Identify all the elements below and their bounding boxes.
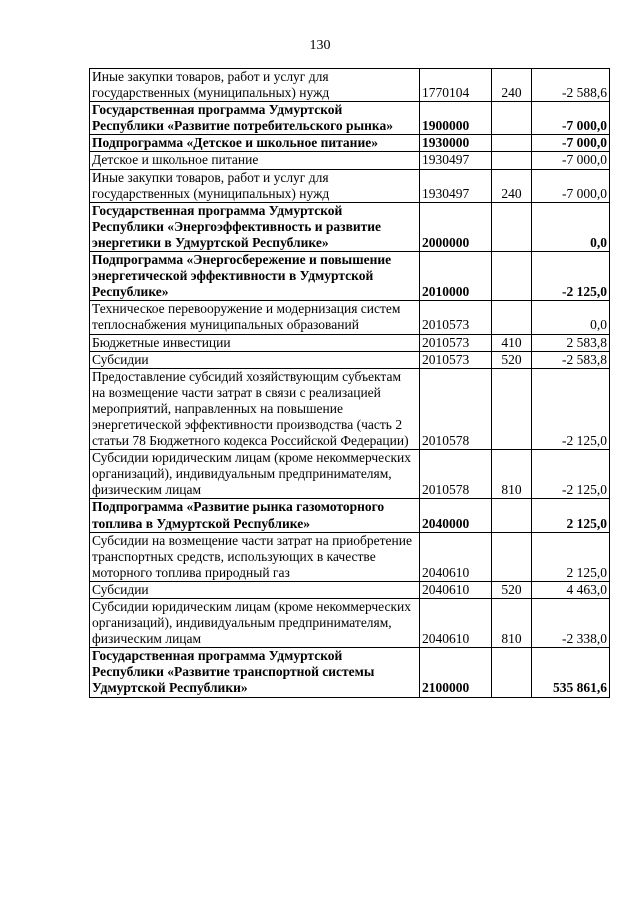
row-code-cell: 1930497 bbox=[420, 169, 492, 202]
row-code-cell: 2040610 bbox=[420, 532, 492, 581]
row-name-cell: Техническое перевооружение и модернизация систем теплоснабжения муниципальных образований bbox=[90, 301, 420, 334]
table-row bbox=[90, 135, 610, 152]
row-amount-cell: -2 125,0 bbox=[532, 252, 610, 301]
row-expense-type-cell bbox=[492, 252, 532, 301]
row-code-cell: 2010578 bbox=[420, 368, 492, 449]
row-expense-type-cell bbox=[492, 368, 532, 449]
row-name-cell: Иные закупки товаров, работ и услуг для государственных (муниципальных) нужд bbox=[90, 69, 420, 102]
row-amount-cell: -7 000,0 bbox=[532, 135, 610, 152]
row-amount-cell: 0,0 bbox=[532, 301, 610, 334]
table-row bbox=[90, 368, 610, 449]
row-code-cell: 2100000 bbox=[420, 648, 492, 697]
row-code-cell: 1900000 bbox=[420, 102, 492, 135]
table-row bbox=[90, 252, 610, 301]
row-name-cell: Иные закупки товаров, работ и услуг для государственных (муниципальных) нужд bbox=[90, 169, 420, 202]
table-row bbox=[90, 152, 610, 169]
row-amount-cell: -2 125,0 bbox=[532, 368, 610, 449]
row-name-cell: Государственная программа Удмуртской Республики «Развитие потребительского рынка» bbox=[90, 102, 420, 135]
row-code-cell: 1930497 bbox=[420, 152, 492, 169]
row-name-cell: Подпрограмма «Детское и школьное питание» bbox=[90, 135, 420, 152]
row-expense-type-cell: 520 bbox=[492, 351, 532, 368]
row-code-cell: 2040610 bbox=[420, 599, 492, 648]
table-row bbox=[90, 102, 610, 135]
row-code-cell: 2010573 bbox=[420, 351, 492, 368]
row-amount-cell: 2 125,0 bbox=[532, 499, 610, 532]
row-code-cell: 2010578 bbox=[420, 450, 492, 499]
table-row bbox=[90, 499, 610, 532]
table-row bbox=[90, 581, 610, 598]
row-name-cell: Субсидии bbox=[90, 351, 420, 368]
row-amount-cell: 2 583,8 bbox=[532, 334, 610, 351]
row-expense-type-cell bbox=[492, 102, 532, 135]
row-amount-cell: -2 588,6 bbox=[532, 69, 610, 102]
row-code-cell: 2040000 bbox=[420, 499, 492, 532]
row-name-cell: Предоставление субсидий хозяйствующим субъектам на возмещение части затрат в связи с реализацией мероприятий, направленных на повышение энергетической эффективности производства (часть 2 статьи 78 Бюджетного кодекса Российской Федерации) bbox=[90, 368, 420, 449]
row-code-cell: 2040610 bbox=[420, 581, 492, 598]
page-number: 130 bbox=[309, 38, 331, 53]
row-expense-type-cell: 240 bbox=[492, 169, 532, 202]
row-expense-type-cell: 520 bbox=[492, 581, 532, 598]
row-amount-cell: -2 583,8 bbox=[532, 351, 610, 368]
row-code-cell: 2010000 bbox=[420, 252, 492, 301]
table-row bbox=[90, 599, 610, 648]
table-row bbox=[90, 450, 610, 499]
row-expense-type-cell: 810 bbox=[492, 450, 532, 499]
row-name-cell: Субсидии юридическим лицам (кроме некоммерческих организаций), индивидуальным предпринимателям, физическим лицам bbox=[90, 450, 420, 499]
row-amount-cell: 0,0 bbox=[532, 202, 610, 251]
table-row bbox=[90, 532, 610, 581]
row-amount-cell: -7 000,0 bbox=[532, 169, 610, 202]
row-expense-type-cell bbox=[492, 202, 532, 251]
table-row bbox=[90, 202, 610, 251]
row-expense-type-cell: 810 bbox=[492, 599, 532, 648]
row-name-cell: Государственная программа Удмуртской Республики «Энергоэффективность и развитие энергетики в Удмуртской Республике» bbox=[90, 202, 420, 251]
row-code-cell: 2010573 bbox=[420, 301, 492, 334]
row-name-cell: Детское и школьное питание bbox=[90, 152, 420, 169]
table-row bbox=[90, 351, 610, 368]
row-code-cell: 2010573 bbox=[420, 334, 492, 351]
row-amount-cell: 2 125,0 bbox=[532, 532, 610, 581]
row-amount-cell: -7 000,0 bbox=[532, 102, 610, 135]
row-expense-type-cell bbox=[492, 648, 532, 697]
row-expense-type-cell bbox=[492, 152, 532, 169]
row-name-cell: Подпрограмма «Развитие рынка газомоторного топлива в Удмуртской Республике» bbox=[90, 499, 420, 532]
row-amount-cell: 535 861,6 bbox=[532, 648, 610, 697]
row-expense-type-cell bbox=[492, 532, 532, 581]
row-name-cell: Субсидии bbox=[90, 581, 420, 598]
row-expense-type-cell: 410 bbox=[492, 334, 532, 351]
row-code-cell: 1770104 bbox=[420, 69, 492, 102]
table-row bbox=[90, 334, 610, 351]
table-row bbox=[90, 301, 610, 334]
row-amount-cell: 4 463,0 bbox=[532, 581, 610, 598]
row-code-cell: 1930000 bbox=[420, 135, 492, 152]
row-expense-type-cell bbox=[492, 301, 532, 334]
row-name-cell: Подпрограмма «Энергосбережение и повышение энергетической эффективности в Удмуртской Республике» bbox=[90, 252, 420, 301]
row-expense-type-cell bbox=[492, 135, 532, 152]
row-amount-cell: -2 338,0 bbox=[532, 599, 610, 648]
row-amount-cell: -7 000,0 bbox=[532, 152, 610, 169]
table-row bbox=[90, 69, 610, 102]
row-name-cell: Субсидии на возмещение части затрат на приобретение транспортных средств, использующих в качестве моторного топлива природный газ bbox=[90, 532, 420, 581]
row-name-cell: Бюджетные инвестиции bbox=[90, 334, 420, 351]
table-row bbox=[90, 648, 610, 697]
row-expense-type-cell bbox=[492, 499, 532, 532]
row-amount-cell: -2 125,0 bbox=[532, 450, 610, 499]
row-name-cell: Субсидии юридическим лицам (кроме некоммерческих организаций), индивидуальным предпринимателям, физическим лицам bbox=[90, 599, 420, 648]
row-name-cell: Государственная программа Удмуртской Республики «Развитие транспортной системы Удмуртской Республики» bbox=[90, 648, 420, 697]
row-code-cell: 2000000 bbox=[420, 202, 492, 251]
budget-table bbox=[89, 68, 610, 698]
row-expense-type-cell: 240 bbox=[492, 69, 532, 102]
table-row bbox=[90, 169, 610, 202]
